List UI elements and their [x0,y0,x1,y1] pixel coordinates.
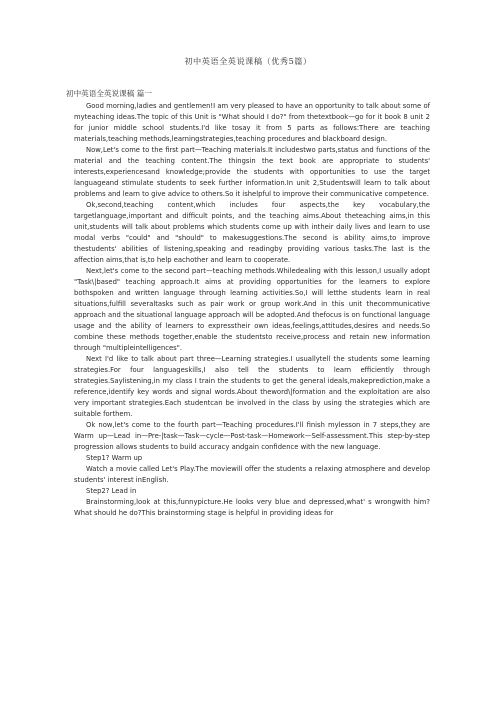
document-body [74,101,430,519]
paragraph-intro: Good morning,ladies and gentlemen!I am very pleased to have an opportunity to talk about some of myteaching ideas.The topic of this Unit is "What should I do?" from thetextbook—go for it book 8 unit 2 for junior middle school students.I'd like tosay it from 5 parts as follows:There are teaching materials,teaching methods,learningstrategies,teaching procedures and blackboard design. [74,102,430,143]
paragraph-warm-up: Watch a movie called Let's Play.The moviewill offer the students a relaxing atmosphere and develop students' interest inEnglish. [74,465,430,484]
paragraph-teaching-procedures: Ok now,let's come to the fourth part—Teaching procedures.I'll finish mylesson in 7 steps,they are Warm up—Lead in—Pre-|task—Task—cycle—Post-task—Homework—Self-assessment.This step-by-step progression allows students to build accuracy andgain confidence with the new language. [74,421,430,451]
paragraph-teaching-content: Ok,second,teaching content,which includes four aspects,the key vocabulary,the targetlanguage,important and difficult points, and the teaching aims.About theteaching aims,in this unit,students will talk about problems which students come up with intheir daily lives and learn to use modal verbs "could" and "should" to makesuggestions.The second is ability aims,to improve thestudents' abilities of listening,speaking and readingby providing various tasks.The last is the affection aims,that is,to help eachother and learn to cooperate. [74,201,430,264]
paragraph-teaching-methods: Next,let's come to the second part—teaching methods.Whiledealing with this lesson,I usually adopt "Task\|based" teaching approach.It aims at providing opportunities for the learners to explore bothspoken and written language through learning activities.So,I will letthe students learn in real situations,fulfill severaltasks such as pair work or group work.And in this unit thecommunicative approach and the situational language approach will be adopted.And thefocus is on functional language usage and the ability of learners to expresstheir own ideas,feelings,attitudes,desires and needs.So combine these methods together,enable the studentsto receive,process and retain new information through "multipleintelligences". [74,267,430,352]
paragraph-learning-strategies: Next I'd like to talk about part three—Learning strategies.I usuallytell the students some learning strategies.For four languageskills,I also tell the students to learn efficiently through strategies.Saylistening,in my class I train the students to get the general ideals,makeprediction,make a reference,identify key words and signal words.About theword\|formation and the exploitation are also very important strategies.Each studentcan be involved in the class by using the strategies which are suitable forthem. [74,355,430,418]
step-heading-warm-up: Step1? Warm up [86,454,143,462]
section-heading: 初中英语全英说课稿 篇一 [66,89,152,98]
paragraph-lead-in: Brainstorming,look at this,funnypicture.He looks very blue and depressed,what' s wrongwith him?What should he do?This brainstorming stage is helpful in providing ideas for [74,498,430,517]
step-heading-lead-in: Step2? Lead in [86,487,137,495]
paragraph-teaching-materials: Now,Let's come to the first part—Teaching materials.It includestwo parts,status and functions of the material and the teaching content.The thingsin the text book are appropriate to students' interests,experiencesand knowledge;provide the students with opportunities to use the target languageand stimulate students to seek further information.In unit 2,Studentswill learn to talk about problems and learn to give advice to others.So it ishelpful to improve their communicative competence. [74,146,430,198]
document-title: 初中英语全英说课稿（优秀5篇） [184,56,312,66]
